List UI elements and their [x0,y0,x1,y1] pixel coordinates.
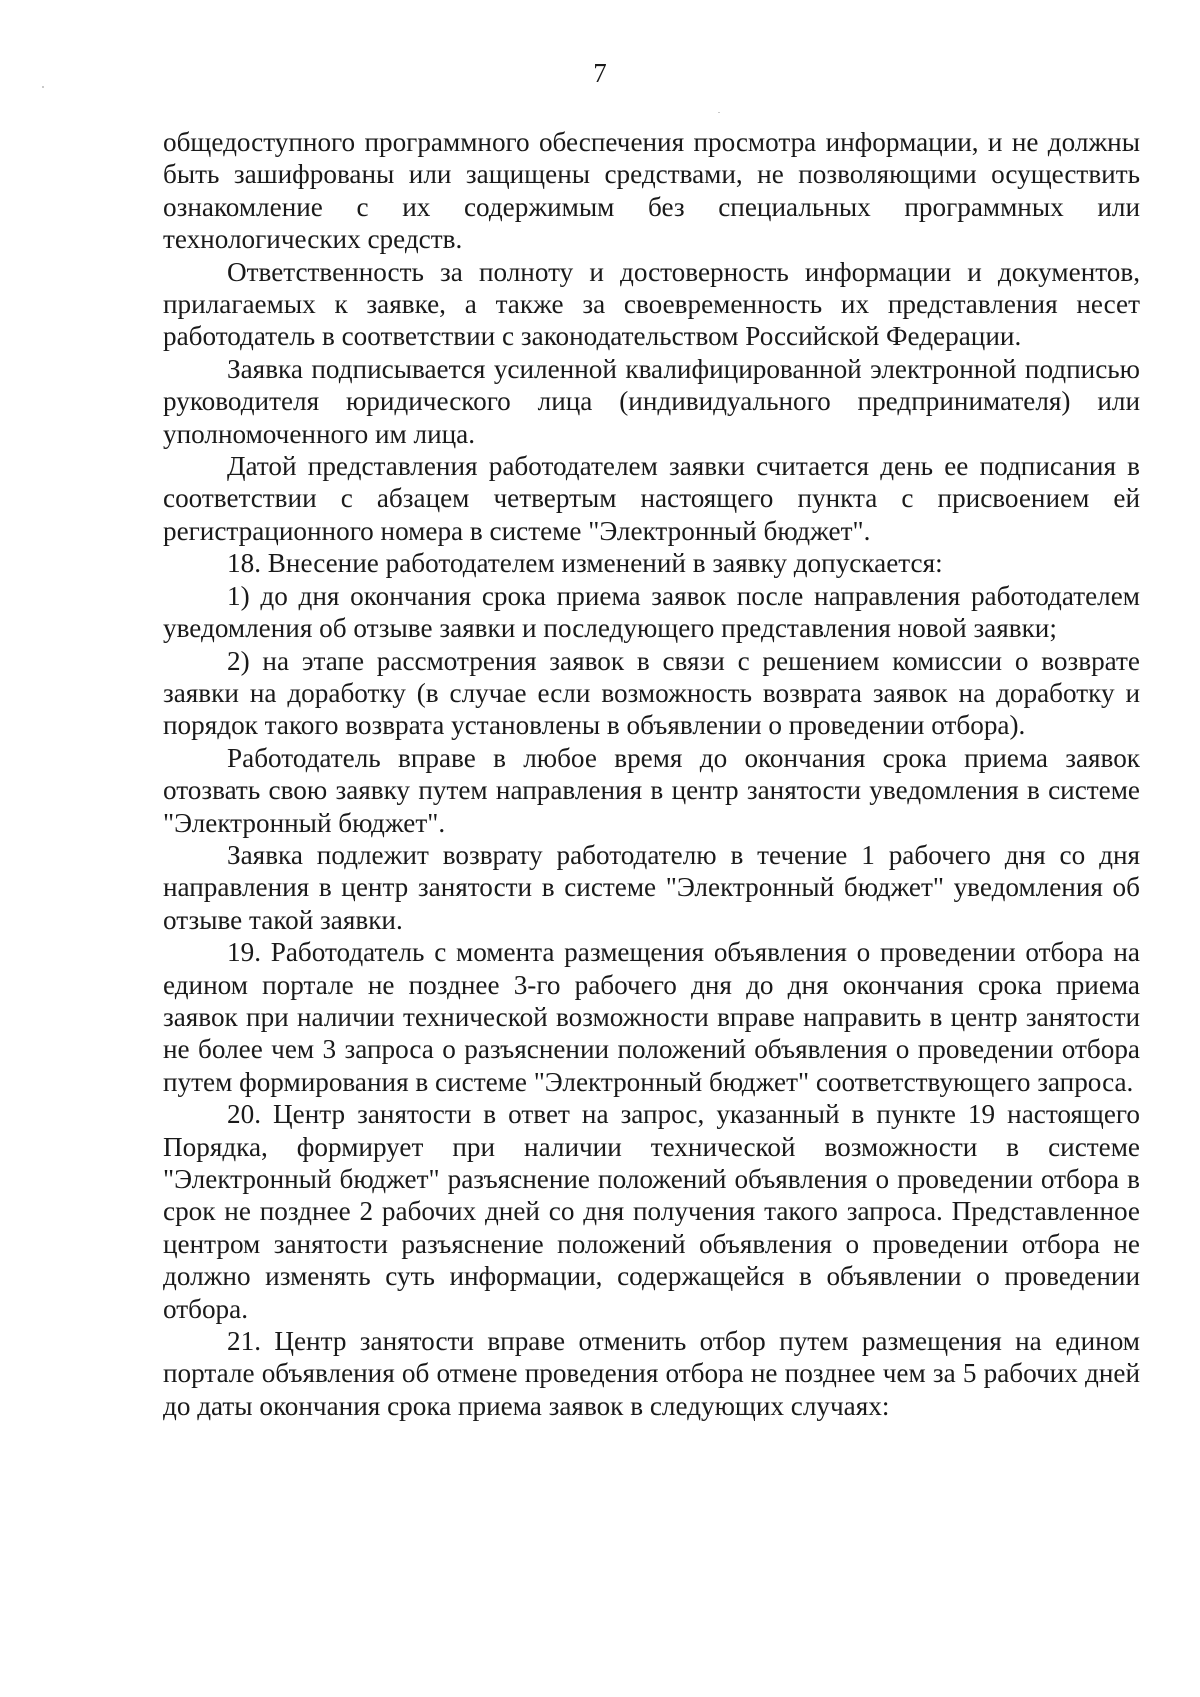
paragraph-submission-date: Датой представления работодателем заявки считается день ее подписания в соответствии с абзацем четвертым настоящего пункта с присвоением ей регистрационного номера в системе "Электронный бюджет". [163,451,1140,546]
paragraph-item-18-1: 1) до дня окончания срока приема заявок после направления работодателем уведомления об отзыве заявки и последующего представления новой заявки; [163,580,1140,644]
paragraph-item-21: 21. Центр занятости вправе отменить отбор путем размещения на едином портале объявления об отмене проведения отбора не позднее чем за 5 рабочих дней до даты окончания срока приема заявок в следующих случаях: [163,1326,1140,1421]
paragraph-item-18-2: 2) на этапе рассмотрения заявок в связи с решением комиссии о возврате заявки на доработку (в случае если возможность возврата заявок на доработку и порядок такого возврата установлены в объявлении о проведении отбора). [163,645,1140,741]
page-number: 7 [593,58,607,88]
paragraph-item-18: 18. Внесение работодателем изменений в заявку допускается: [227,548,943,579]
paragraph-return: Заявка подлежит возврату работодателю в течение 1 рабочего дня со дня направления в центр занятости в системе "Электронный бюджет" уведомления об отзыве такой заявки. [163,839,1140,935]
paragraph-continuation: общедоступного программного обеспечения просмотра информации, и не должны быть зашифрованы или защищены средствами, не позволяющими осуществить ознакомление с их содержимым без специальных программных или технологических средств. [163,127,1140,255]
paragraph-responsibility: Ответственность за полноту и достоверность информации и документов, прилагаемых к заявке, а также за своевременность их представления несет работодатель в соответствии с законодательством Российской Федерации. [163,256,1140,352]
paragraph-item-20: 20. Центр занятости в ответ на запрос, указанный в пункте 19 настоящего Порядка, формирует при наличии технической возможности в системе "Электронный бюджет" разъяснение положений объявления о проведении отбора в срок не позднее 2 рабочих дней со дня получения такого запроса. Представленное центром занятости разъяснение положений объявления о проведении отбора не должно изменять суть информации, содержащейся в объявлении о проведении отбора. [163,1099,1140,1324]
document-body [163,126,1140,1422]
paragraph-withdrawal: Работодатель вправе в любое время до окончания срока приема заявок отозвать свою заявку путем направления в центр занятости уведомления в системе "Электронный бюджет". [163,742,1140,838]
scan-speck [718,112,720,113]
paragraph-item-19: 19. Работодатель с момента размещения объявления о проведении отбора на едином портале не позднее 3-го рабочего дня до дня окончания срока приема заявок при наличии технической возможности вправе направить в центр занятости не более чем 3 запроса о разъяснении положений объявления о проведении отбора путем формирования в системе "Электронный бюджет" соответствующего запроса. [163,937,1140,1097]
paragraph-signature: Заявка подписывается усиленной квалифицированной электронной подписью руководителя юридического лица (индивидуального предпринимателя) или уполномоченного им лица. [163,353,1140,449]
